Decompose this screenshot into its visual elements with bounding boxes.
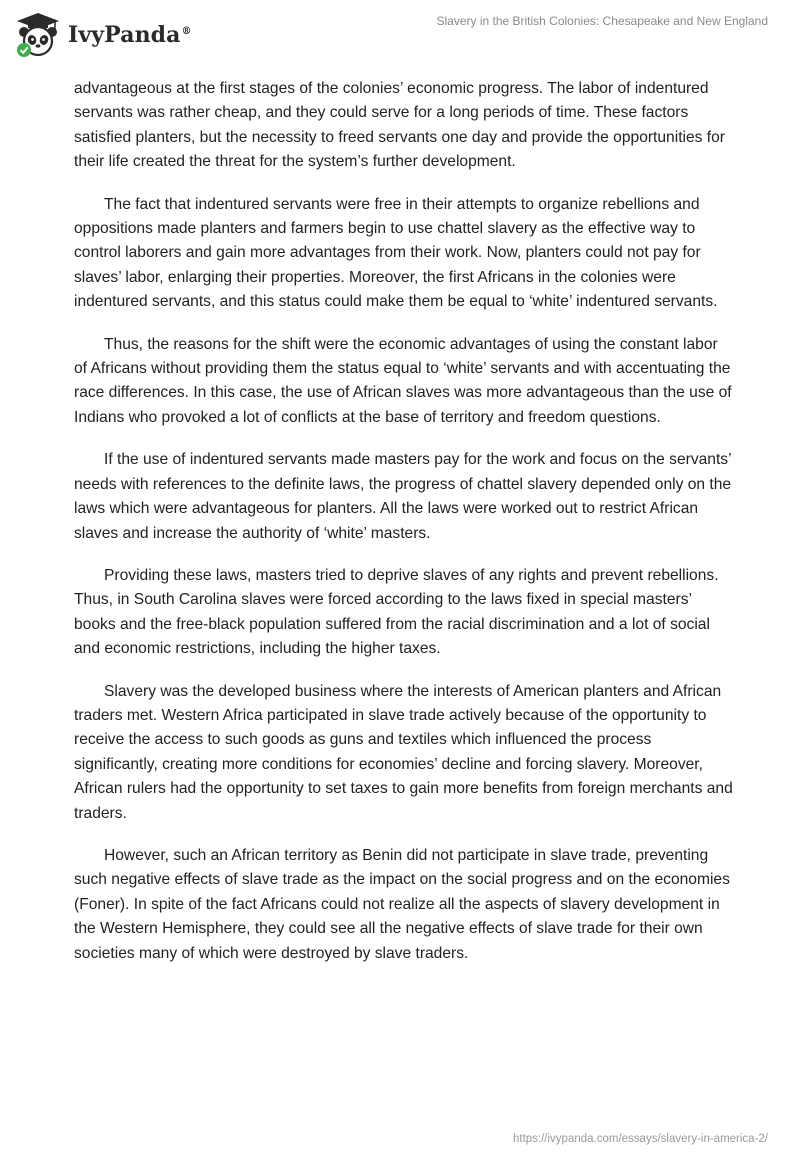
registered-mark: ® [181, 25, 192, 37]
paragraph-4: If the use of indentured servants made masters pay for the work and focus on the servants’ needs with references to the definite laws, the progress of chattel slavery depended only on the laws which were advantageous for planters. All the laws were worked out to restrict African slaves and increase the authority of ‘white’ masters. [74, 451, 732, 542]
paragraph-6: Slavery was the developed business where the interests of American planters and African traders met. Western Africa participated in slave trade actively because of the opportunity to receive the access to such goods as guns and textiles which influenced the process significantly, creating more conditions for economies’ decline and forcing slavery. Moreover, African rulers had the opportunity to set taxes to gain more benefits from foreign merchants and traders. [74, 682, 733, 822]
document-title: Slavery in the British Colonies: Chesapeake and New England [436, 14, 768, 28]
paragraph-1: advantageous at the first stages of the colonies’ economic progress. The labor of indentured servants was rather cheap, and they could serve for a long periods of time. These factors satisfied planters, but the necessity to freed servants one day and provide the opportunities for their life created the threat for the system’s further development. [74, 80, 725, 171]
paragraph-7: However, such an African territory as Benin did not participate in slave trade, preventing such negative effects of slave trade as the impact on the social progress and on the economies (Foner). In spite of the fact Africans could not realize all the aspects of slavery development in the Western Hemisphere, they could see all the negative effects of slave trade for their own societies many of which were destroyed by slave traders. [74, 846, 730, 962]
brand-name: IvyPanda® [68, 22, 192, 48]
paragraph-5: Providing these laws, masters tried to deprive slaves of any rights and prevent rebellions. Thus, in South Carolina slaves were forced according to the laws fixed in special masters’ books and the free-black population suffered from the racial discrimination and a lot of social and economic restrictions, including the higher taxes. [74, 566, 719, 658]
paragraph-3: Thus, the reasons for the shift were the economic advantages of using the constant labor of Africans without providing them the status equal to ‘white’ servants and with accentuating the race differences. In this case, the use of African slaves was more advantageous than the use of Indians who provoked a lot of conflicts at the base of territory and freedom questions. [74, 335, 732, 426]
ivypanda-logo[interactable] [14, 10, 192, 58]
page-header [0, 0, 800, 70]
panda-graduate-icon [14, 10, 62, 58]
paragraph-2: The fact that indentured servants were free in their attempts to organize rebellions and oppositions made planters and farmers begin to use chattel slavery as the effective way to control laborers and gain more advantages from their work. Now, planters could not pay for slaves’ labor, enlarging their properties. Moreover, the first Africans in the colonies were indentured servants, and this status could make them be equal to ‘white’ indentured servants. [74, 195, 718, 311]
essay-body [74, 77, 734, 984]
source-url[interactable]: https://ivypanda.com/essays/slavery-in-america-2/ [512, 1133, 768, 1145]
